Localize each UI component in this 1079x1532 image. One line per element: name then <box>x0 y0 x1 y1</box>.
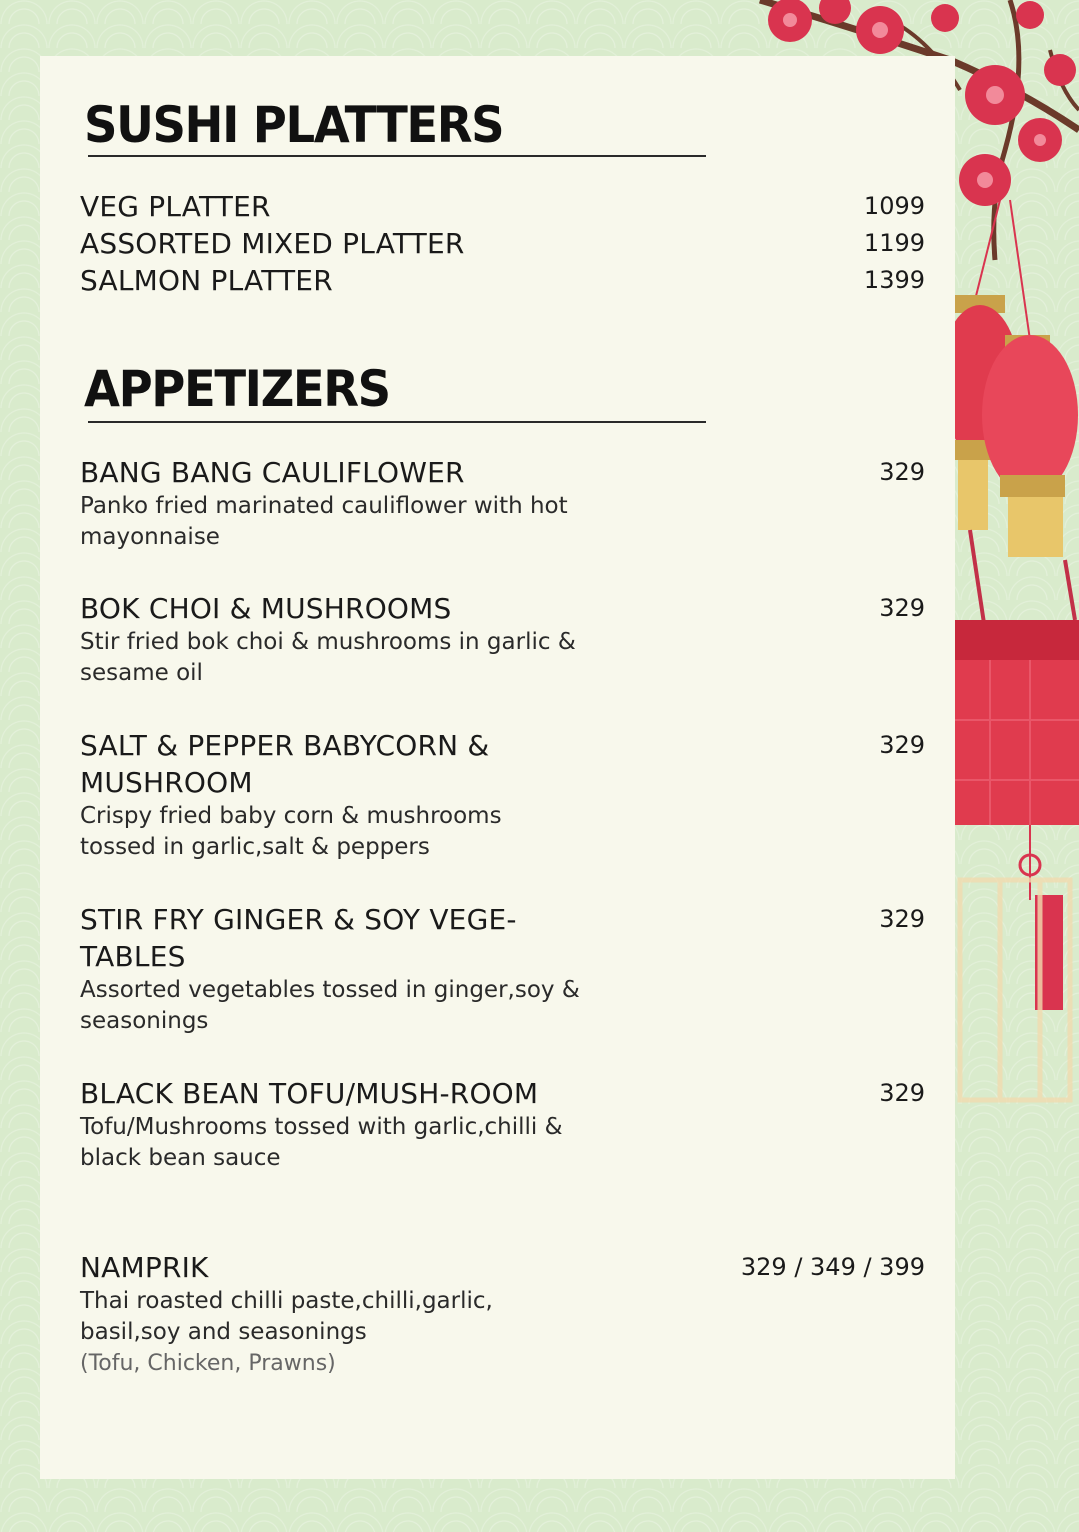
item-name: ASSORTED MIXED PLATTER <box>80 227 465 260</box>
item-price: 329 <box>879 1079 925 1107</box>
section-divider <box>88 421 706 423</box>
item-name: VEG PLATTER <box>80 190 271 223</box>
item-name: NAMPRIK <box>80 1251 209 1284</box>
item-name: BLACK BEAN TOFU/MUSH-ROOM <box>80 1077 539 1110</box>
item-description: Thai roasted chilli paste,chilli,garlic, basil,soy and seasonings <box>80 1288 493 1345</box>
section-title-appetizers: APPETIZERS <box>84 360 390 418</box>
item-price: 329 <box>879 905 925 933</box>
menu-item <box>80 590 925 689</box>
item-note: (Tofu, Chicken, Prawns) <box>80 1351 336 1376</box>
item-description: Stir fried bok choi & mushrooms in garlic & sesame oil <box>80 629 576 686</box>
menu-item <box>80 262 925 299</box>
item-price: 1099 <box>863 192 925 220</box>
menu-item <box>80 901 925 1037</box>
item-description: Crispy fried baby corn & mushrooms tossed in garlic,salt & peppers <box>80 803 502 860</box>
menu-item <box>80 1249 925 1379</box>
item-description: Panko fried marinated cauliflower with hot mayonnaise <box>80 493 568 550</box>
section-divider <box>88 155 706 157</box>
item-description: Assorted vegetables tossed in ginger,soy & seasonings <box>80 977 580 1034</box>
section-title-sushi-platters: SUSHI PLATTERS <box>84 96 504 154</box>
menu-item <box>80 188 925 225</box>
item-price: 329 <box>879 458 925 486</box>
item-description: Tofu/Mushrooms tossed with garlic,chilli & black bean sauce <box>80 1114 563 1171</box>
item-price: 329 <box>879 594 925 622</box>
item-price: 329 <box>879 731 925 759</box>
item-name: SALT & PEPPER BABYCORN & MUSHROOM <box>80 729 490 799</box>
menu-item <box>80 454 925 553</box>
menu-item <box>80 727 925 863</box>
item-price: 329 / 349 / 399 <box>740 1253 925 1281</box>
menu-item <box>80 225 925 262</box>
item-name: BOK CHOI & MUSHROOMS <box>80 592 452 625</box>
item-name: STIR FRY GINGER & SOY VEGE-TABLES <box>80 903 517 973</box>
item-name: BANG BANG CAULIFLOWER <box>80 456 465 489</box>
item-name: SALMON PLATTER <box>80 264 333 297</box>
item-price: 1399 <box>863 266 925 294</box>
menu-panel <box>40 56 955 1479</box>
item-price: 1199 <box>863 229 925 257</box>
menu-item <box>80 1075 925 1174</box>
